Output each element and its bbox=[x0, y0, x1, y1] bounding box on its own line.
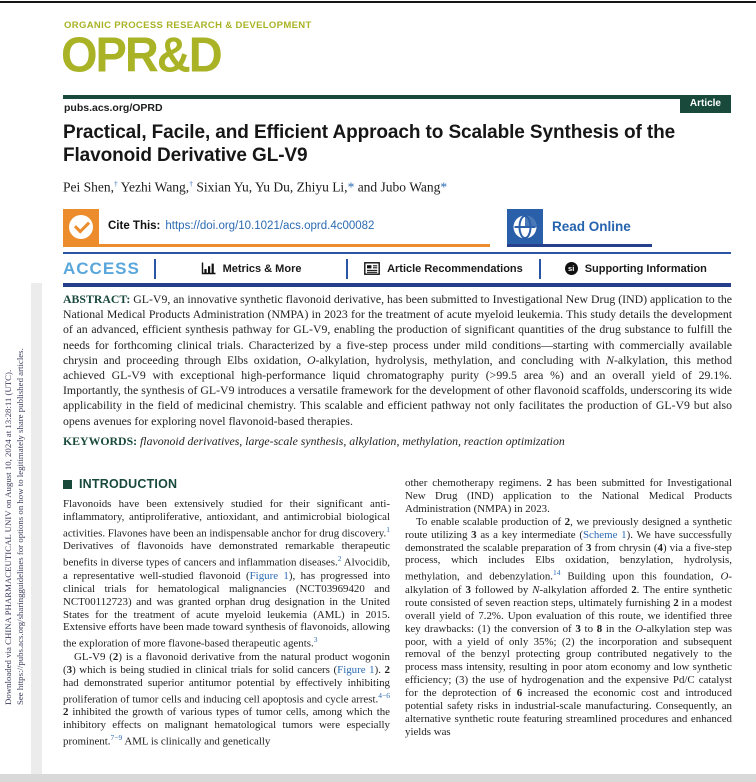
cite-underline bbox=[63, 244, 490, 247]
text-segment: † bbox=[189, 179, 193, 188]
text-segment: 3 bbox=[471, 528, 477, 541]
text-segment: 2 bbox=[631, 583, 637, 596]
text-segment: in a modest overall yield of 7.2%. Upon evaluation of this route, we identified three key drawbacks: (1) the conversion of bbox=[405, 596, 732, 635]
section-square-icon bbox=[63, 480, 72, 489]
doi-link[interactable]: https://doi.org/10.1021/acs.oprd.4c00082 bbox=[165, 220, 375, 232]
text-segment: 2 bbox=[673, 596, 679, 609]
introduction-section bbox=[63, 477, 732, 774]
keywords-line bbox=[63, 434, 732, 449]
supporting-info-icon: si bbox=[565, 262, 578, 275]
inline-link[interactable]: Figure 1 bbox=[249, 569, 289, 582]
cite-this-label: Cite This: bbox=[108, 220, 161, 232]
read-online-underline bbox=[507, 244, 652, 247]
intro-left-paragraphs bbox=[63, 498, 390, 748]
text-segment: , we previously designed a synthetic route utilizing bbox=[405, 515, 732, 541]
text-segment: -alkylation of bbox=[405, 570, 732, 596]
journal-logo: OPR&D bbox=[61, 26, 221, 82]
globe-icon bbox=[512, 214, 538, 240]
cite-check-icon bbox=[63, 209, 99, 245]
text-segment: 6 bbox=[516, 687, 523, 700]
keywords-text: flavonoid derivatives, large-scale synthesis, alkylation, methylation, reaction optimization bbox=[137, 433, 565, 448]
article-title: Practical, Facile, and Efficient Approach to Scalable Synthesis of the Flavonoid Derivative GL-V9 bbox=[63, 122, 676, 167]
text-segment: GL-V9, an innovative synthetic flavonoid derivative, has been submitted to Investigational New Drug (IND) application to the National Medical Products Administration (NMPA) in 2023 for the treatment of acute myeloid leukemia. This study details the development of an advanced, efficient synthesis pathway for GL-V9, enabling the production of significant quantities of the drug substance to fulfill the needs for forthcoming clinical trials. Characterized by a five-step process under mild conditions—starting with commercially available chrysin and proceeding through Elbs oxidation, bbox=[63, 292, 732, 367]
intro-left-column bbox=[63, 477, 390, 774]
text-segment: -alkylation, hydrolysis, methylation, and concluding with bbox=[315, 352, 607, 367]
text-segment: O bbox=[307, 352, 316, 367]
text-segment: 2 bbox=[112, 650, 119, 663]
text-segment: N bbox=[606, 352, 614, 367]
text-segment: -alkylation step was poor, with a yield of only 35%; (2) the incorporation and subsequent removal of the benzyl protecting group contributed negatively to the process mass intensity, resulting in poor atom economy and low synthetic efficiency; (3) the use of hydrogenation and the expensive Pd/C catalyst for the deprotection of bbox=[405, 622, 732, 700]
abstract-text bbox=[63, 292, 732, 428]
text-segment: 2 bbox=[63, 706, 69, 719]
text-segment: 3 bbox=[313, 635, 318, 645]
text-segment: Pei Shen, bbox=[63, 179, 115, 195]
text-segment: 2 bbox=[337, 554, 342, 564]
bottom-gray-bar bbox=[0, 774, 756, 782]
text-segment: ) is a flavonoid derivative from the natural product wogonin ( bbox=[63, 650, 390, 676]
text-segment: followed by bbox=[470, 583, 533, 596]
keywords-label: KEYWORDS: bbox=[63, 433, 138, 448]
text-segment: * bbox=[347, 179, 355, 195]
text-segment: other chemotherapy regimens. bbox=[405, 477, 547, 489]
recommendations-label: Article Recommendations bbox=[387, 262, 523, 275]
journal-site-link[interactable]: pubs.acs.org/OPRD bbox=[64, 102, 163, 114]
article-type-badge: Article bbox=[680, 95, 731, 113]
text-segment: ). bbox=[374, 663, 385, 676]
download-banner bbox=[3, 281, 27, 705]
abstract-label: ABSTRACT: bbox=[63, 292, 131, 306]
intro-heading-label: INTRODUCTION bbox=[79, 477, 178, 491]
download-banner-line1: Downloaded via CHINA PHARMACEUTICAL UNIV on August 10, 2024 at 13:28:11 (UTC). bbox=[3, 369, 13, 705]
check-icon bbox=[69, 215, 93, 239]
access-bar bbox=[63, 256, 731, 281]
access-open-label[interactable]: ACCESS bbox=[63, 258, 140, 278]
text-segment: O bbox=[720, 570, 729, 583]
authors-line bbox=[63, 179, 731, 196]
text-segment: ). We have successfully demonstrated the scalable preparation of bbox=[405, 528, 732, 554]
read-online-button[interactable] bbox=[507, 209, 543, 245]
text-segment: 3 bbox=[575, 622, 581, 635]
intro-heading bbox=[63, 477, 390, 491]
text-segment: To enable scalable production of bbox=[416, 515, 565, 528]
supporting-item[interactable] bbox=[541, 262, 731, 275]
text-segment: 3 bbox=[66, 663, 73, 676]
access-top-rule bbox=[63, 252, 731, 254]
text-segment: 2 bbox=[546, 477, 552, 489]
text-segment: Building upon this foundation, bbox=[560, 570, 721, 583]
text-segment: ) which is being studied in clinical trials for solid cancers ( bbox=[72, 663, 338, 676]
read-online-label[interactable]: Read Online bbox=[552, 219, 631, 234]
text-segment: Alvocidib, a representative well-studied flavonoid ( bbox=[63, 556, 390, 582]
text-segment: * bbox=[440, 179, 448, 195]
text-segment: had demonstrated superior antitumor potential by effectively inhibiting proliferation of tumor cells and inducing cell apoptosis and cycle arrest. bbox=[63, 676, 390, 706]
text-segment: 1 bbox=[386, 524, 390, 534]
paragraph bbox=[405, 477, 732, 516]
text-segment: † bbox=[114, 179, 118, 188]
text-segment: O bbox=[635, 622, 643, 635]
metrics-item[interactable] bbox=[156, 262, 346, 275]
text-segment: Yezhi Wang, bbox=[117, 179, 190, 195]
text-segment: 14 bbox=[553, 568, 561, 578]
supporting-label: Supporting Information bbox=[584, 262, 707, 275]
text-segment: AML is clinically and genetically bbox=[122, 735, 271, 748]
bar-chart-icon bbox=[201, 262, 216, 275]
text-segment: has been submitted for Investigational New Drug (IND) application to the National Medical Products Administration (NMPA) in 2023. bbox=[405, 477, 732, 515]
intro-right-paragraphs bbox=[405, 477, 732, 739]
access-bottom-rule bbox=[63, 283, 731, 287]
cite-this bbox=[108, 220, 374, 232]
text-segment: . The entire synthetic route consisted of seven reaction steps, ultimately furnishing bbox=[405, 583, 732, 609]
paragraph bbox=[63, 498, 390, 651]
text-segment: N bbox=[532, 583, 540, 596]
text-segment: from chrysin ( bbox=[591, 541, 658, 554]
inline-link[interactable]: Figure 1 bbox=[337, 663, 375, 676]
journal-tagline: ORGANIC PROCESS RESEARCH & DEVELOPMENT bbox=[64, 20, 312, 31]
text-segment: 2 bbox=[564, 515, 571, 528]
metrics-label: Metrics & More bbox=[222, 262, 302, 275]
text-segment: -alkylation, this method achieved GL-V9 with exceptional high-performance liquid chromatography purity (>99.5 area %) and an overall yield of 29.1%. Importantly, the synthesis of GL-V9 introduces a versatile framework for the development of other flavonoid scaffolds, underscoring its wide applicability in the field of medicinal chemistry. This scalable and efficient pathway not only facilitates the production of GL-V9 but also opens avenues for exploring novel flavonoid-based therapies. bbox=[63, 352, 732, 428]
recommendations-item[interactable] bbox=[348, 262, 538, 275]
article-recommendations-icon bbox=[364, 262, 380, 275]
text-segment: to bbox=[580, 622, 597, 635]
text-segment: 4 bbox=[657, 541, 663, 554]
header-rule bbox=[63, 95, 731, 99]
text-segment: as a key intermediate ( bbox=[476, 528, 583, 541]
text-segment: ) via a five-step process, which includes Elbs oxidation, benzylation, hydrolysis, methylation, and debenzylation. bbox=[405, 541, 732, 583]
text-segment: 7−9 bbox=[110, 732, 123, 742]
text-segment: and Jubo Wang bbox=[354, 179, 441, 195]
window-top-edge bbox=[0, 1, 756, 3]
paragraph bbox=[405, 516, 732, 739]
intro-right-column bbox=[405, 477, 732, 774]
text-segment: Sixian Yu, Yu Du, Zhiyu Li, bbox=[192, 179, 348, 195]
text-segment: 4−6 bbox=[378, 690, 390, 700]
text-segment: -alkylation afforded bbox=[539, 583, 632, 596]
text-segment: inhibited the growth of various types of tumor cells, among which the inhibitory effects on malignant hematological tumors were especially prominent. bbox=[63, 706, 390, 748]
left-gray-strip bbox=[31, 283, 42, 774]
text-segment: 3 bbox=[465, 583, 471, 596]
text-segment: 2 bbox=[384, 663, 390, 676]
abstract-block bbox=[63, 292, 732, 449]
text-segment: 3 bbox=[586, 541, 592, 554]
text-segment: Flavonoids have been extensively studied for their significant anti-inflammatory, antiproliferative, antioxidant, and antimicrobial biological activities. Flavones have been an indispensable anchor for drug discovery. bbox=[63, 498, 390, 540]
text-segment: 8 bbox=[596, 622, 603, 635]
text-segment: ), has progressed into clinical trials for hematological malignancies (NCT03969420 and NCT00112723) and was granted orphan drug designation in the United States for the treatment of acute myeloid leukemia (AML) in 2015. Extensive efforts have been made toward synthesis of flavonoids, allowing the exploration of more flavone-based therapeutic agents. bbox=[63, 569, 391, 650]
inline-link[interactable]: Scheme 1 bbox=[582, 528, 627, 541]
text-segment: in the bbox=[602, 622, 636, 635]
download-banner-line2: See https://pubs.acs.org/sharingguidelines for options on how to legitimately share published articles. bbox=[14, 348, 25, 705]
text-segment: Derivatives of flavonoids have demonstrated remarkable therapeutic benefits in diverse types of cancers and inflammation diseases. bbox=[63, 540, 390, 569]
text-segment: GL-V9 ( bbox=[74, 650, 113, 663]
paragraph bbox=[63, 651, 390, 749]
text-segment: increased the economic cost and introduced potential safety risks in industrial-scale manufacturing. Consequently, an alternative synthetic route featuring streamlined procedures and enhanced yields was bbox=[405, 687, 732, 738]
